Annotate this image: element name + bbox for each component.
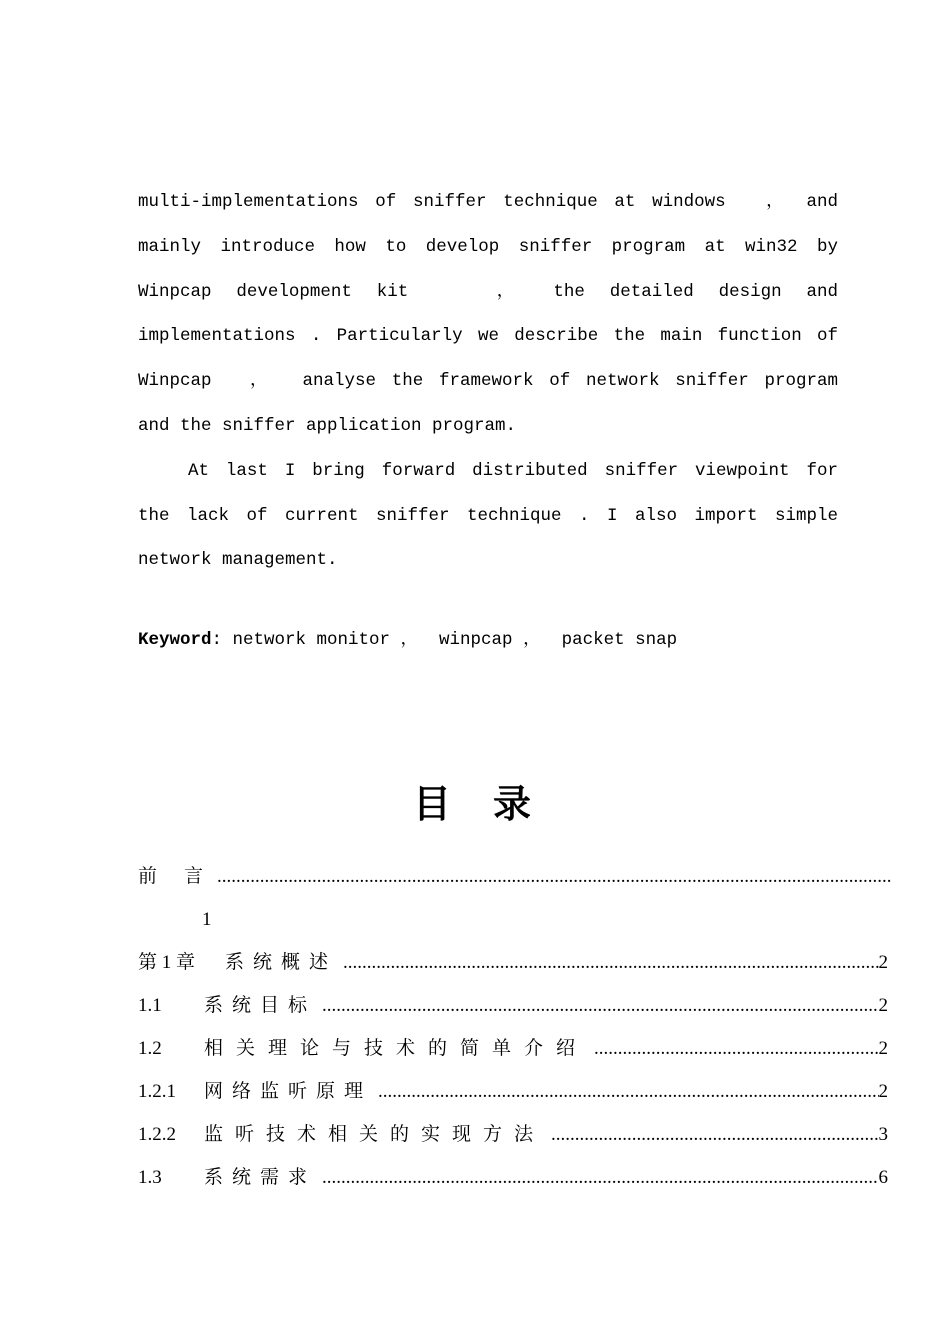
toc-entry-page: 2 [878, 952, 888, 973]
keywords-line [138, 620, 838, 660]
toc-leader-dots [594, 1027, 878, 1070]
abstract-line: mainly introduce how to develop sniffer program at win32 by [138, 236, 838, 257]
toc-entry-page: 6 [878, 1167, 888, 1188]
toc-leader-dots [551, 1113, 878, 1156]
toc-entry-preface[interactable] [138, 855, 892, 898]
toc-entry-label: 系统目标 [204, 995, 317, 1016]
toc-entry-page: 3 [878, 1124, 888, 1145]
toc-entry-1-3[interactable] [138, 1156, 888, 1199]
toc-entry-number: 1.2.2 [138, 1124, 176, 1145]
toc-entry-number: 1.2 [138, 1038, 162, 1059]
toc-entry-page: 1 [202, 909, 212, 930]
table-of-contents [138, 855, 888, 1199]
abstract-line: Winpcap ， analyse the framework of network sniffer program [138, 371, 838, 392]
toc-entry-number: 1.1 [138, 995, 162, 1016]
toc-entry-number: 第 1 章 [138, 952, 196, 973]
abstract-line: the lack of current sniffer technique . I also import simple [138, 505, 838, 526]
abstract-line: network management. [138, 550, 338, 571]
toc-entry-number: 前 言 [138, 866, 208, 887]
keywords-label: Keyword [138, 630, 212, 650]
abstract-body [138, 180, 838, 583]
abstract-line: multi-implementations of sniffer technique at windows ， and [138, 192, 838, 212]
toc-leader-dots [322, 1156, 878, 1199]
toc-entry-number: 1.3 [138, 1167, 162, 1188]
toc-entry-label: 系统需求 [204, 1167, 317, 1188]
abstract-line: implementations . Particularly we describe the main function of [138, 326, 838, 347]
toc-entry-1-2-2[interactable] [138, 1113, 888, 1156]
toc-entry-label: 监听技术相关的实现方法 [204, 1124, 546, 1145]
toc-entry-chapter-1[interactable] [138, 941, 888, 984]
toc-title: 目录 [412, 782, 573, 826]
toc-entry-label: 系统概述 [225, 952, 338, 973]
abstract-line: and the sniffer application program. [138, 415, 517, 436]
toc-leader-dots [343, 941, 878, 984]
toc-entry-label: 网络监听原理 [204, 1081, 373, 1102]
toc-leader-dots [322, 984, 878, 1027]
toc-leader-dots [378, 1070, 878, 1113]
toc-entry-1-2-1[interactable] [138, 1070, 888, 1113]
toc-entry-number: 1.2.1 [138, 1081, 176, 1102]
toc-entry-label: 相关理论与技术的简单介绍 [204, 1038, 589, 1059]
toc-entry-page: 2 [878, 995, 888, 1016]
toc-entry-page: 2 [878, 1081, 888, 1102]
toc-entry-page: 2 [878, 1038, 888, 1059]
toc-entry-1-2[interactable] [138, 1027, 888, 1070]
abstract-line: Winpcap development kit ， the detailed design and [138, 281, 838, 302]
toc-leader-dots [217, 855, 892, 898]
abstract-line: At last I bring forward distributed sniffer viewpoint for [188, 460, 838, 481]
toc-entry-1-1[interactable] [138, 984, 888, 1027]
keywords-text: : network monitor ， winpcap ， packet snap [211, 630, 678, 650]
